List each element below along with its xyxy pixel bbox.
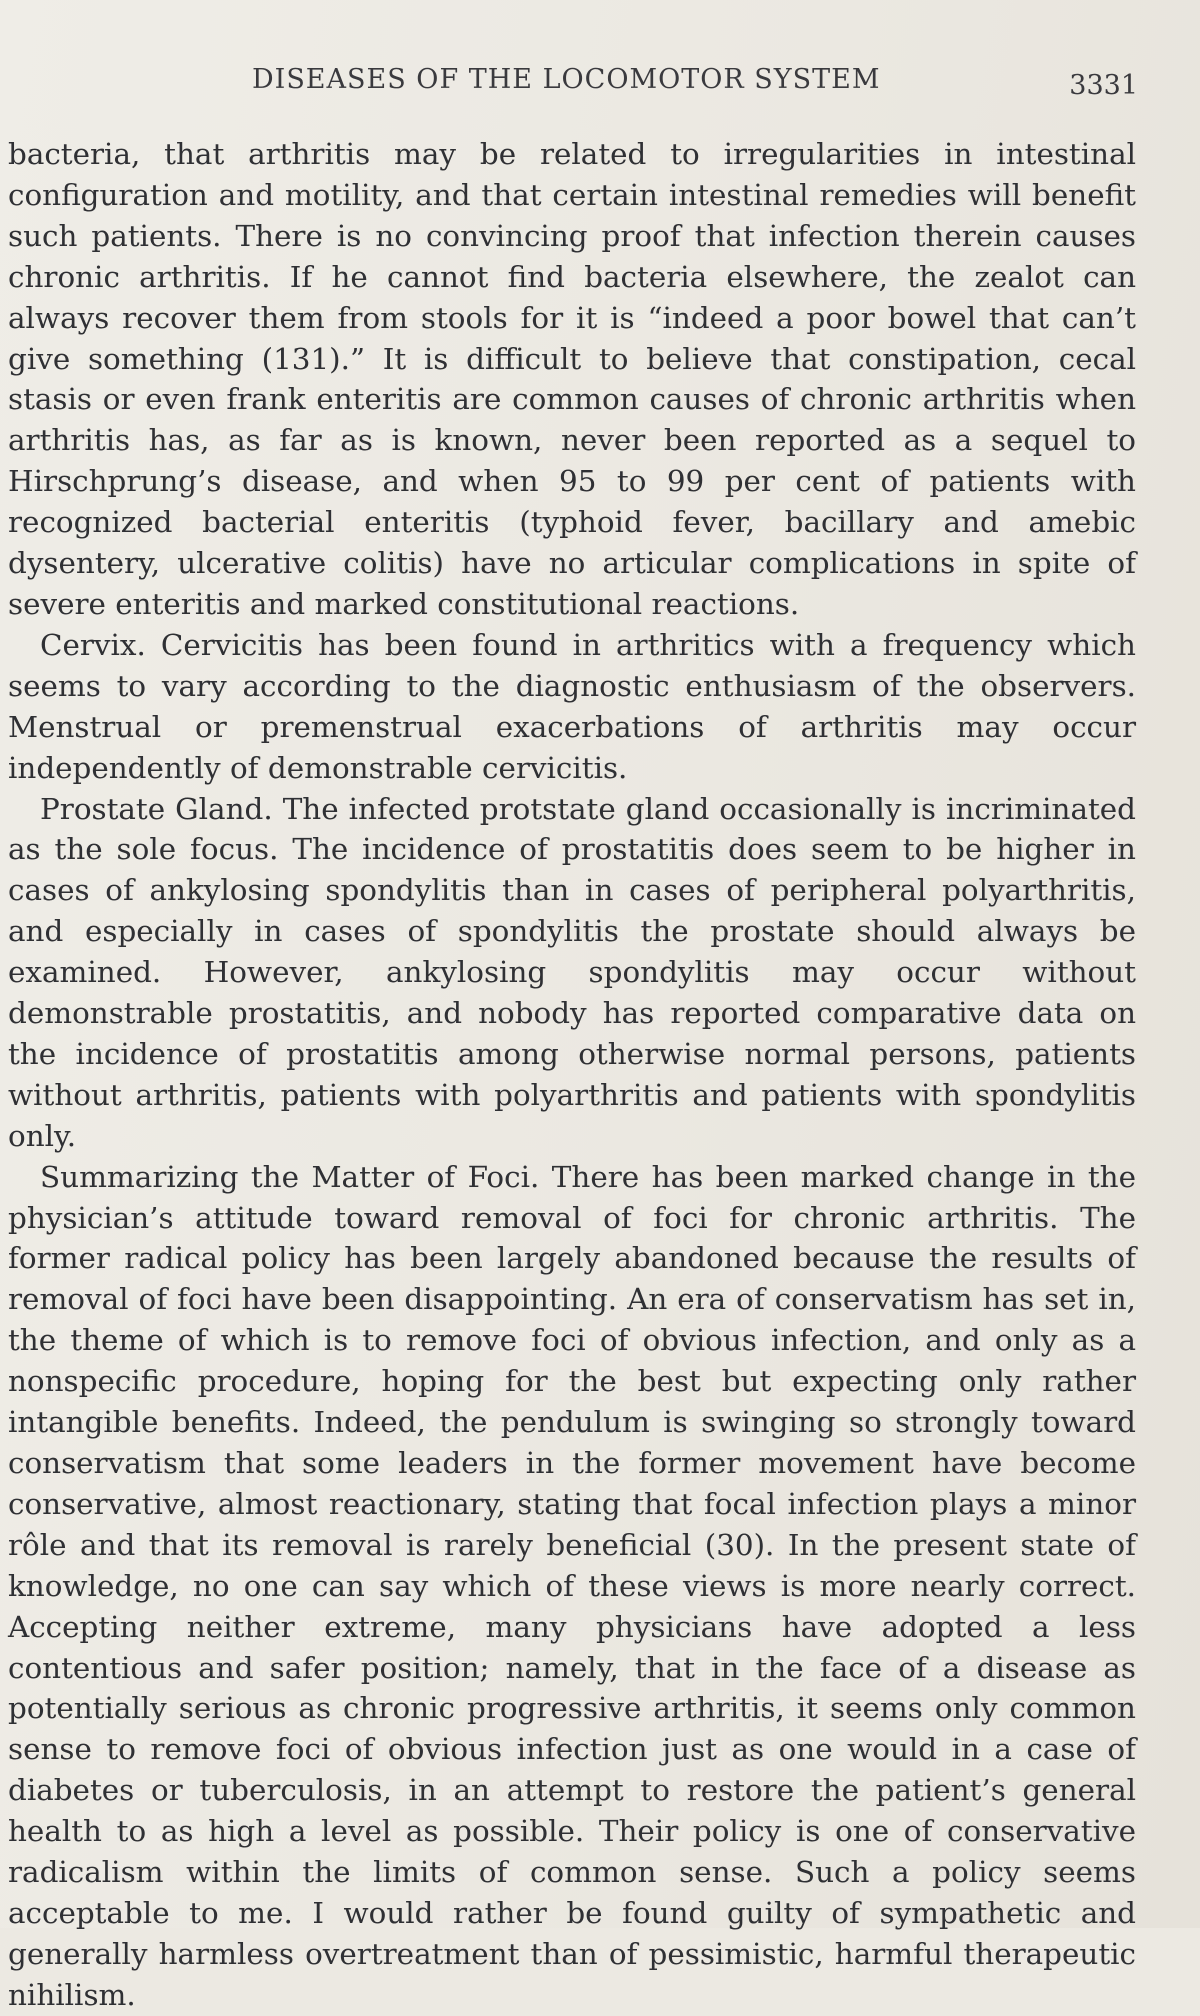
running-title: DISEASES OF THE LOCOMOTOR SYSTEM [252, 64, 881, 95]
paragraph-intestine-continued: bacteria, that arthritis may be related to irregularities in intestinal configuration and motility, and that certain intestinal remedies will benefit such patients. There is no convincing proof that infection therein causes chronic arthritis. If he cannot find bacteria elsewhere, the zealot can always recover them from stools for it is “indeed a poor bowel that can’t give something (131).” It is difficult to believe that constipation, cecal stasis or even frank enteritis are common causes of chronic arthritis when arthritis has, as far as is known, never been reported as a sequel to Hirschprung’s disease, and when 95 to 99 per cent of patients with recognized bacterial enteritis (typhoid fever, bacillary and amebic dysentery, ulcerative colitis) have no articular complications in spite of severe enteritis and marked constitutional reactions. [8, 137, 1136, 621]
paragraph-prostate-gland: Prostate Gland. The infected protstate gland occasionally is incriminated as the sole focus. The incidence of prostatitis does seem to be higher in cases of ankylosing spondylitis than in cases of peripheral polyarthritis, and especially in cases of spondylitis the prostate should always be examined. However, ankylosing spondylitis may occur without demonstrable prostatitis, and nobody has reported comparative data on the incidence of prostatitis among otherwise normal persons, patients without arthritis, patients with polyarthritis and patients with spondylitis only. [8, 791, 1136, 1153]
paragraph-cervix: Cervix. Cervicitis has been found in arthritics with a frequency which seems to vary according to the diagnostic enthusiasm of the observers. Menstrual or premenstrual exacerbations of arthritis may occur independently of demonstrable cervicitis. [8, 627, 1136, 785]
body-text [8, 134, 1136, 2016]
running-head [0, 64, 1200, 104]
paragraph-summarizing-foci: Summarizing the Matter of Foci. There has been marked change in the physician’s attitude toward removal of foci for chronic arthritis. The former radical policy has been largely abandoned because the results of removal of foci have been disappointing. An era of conservatism has set in, the theme of which is to remove foci of obvious infection, and only as a nonspecific procedure, hoping for the best but expecting only rather intangible benefits. Indeed, the pendulum is swinging so strongly toward conservatism that some leaders in the former movement have become conservative, almost reactionary, stating that focal infection plays a minor rôle and that its removal is rarely beneficial (30). In the present state of knowledge, no one can say which of these views is more nearly correct. Accepting neither extreme, many physicians have adopted a less contentious and safer position; namely, that in the face of a disease as potentially serious as chronic progressive arthritis, it seems only common sense to remove foci of obvious infection just as one would in a case of diabetes or tuberculosis, in an attempt to restore the patient’s general health to as high a level as possible. Their policy is one of conservative radicalism within the limits of common sense. Such a policy seems acceptable to me. I would rather be found guilty of sympathetic and generally harmless overtreatment than of pessimistic, harmful therapeutic nihilism. [8, 1159, 1136, 2012]
page-number: 3331 [1069, 70, 1138, 101]
